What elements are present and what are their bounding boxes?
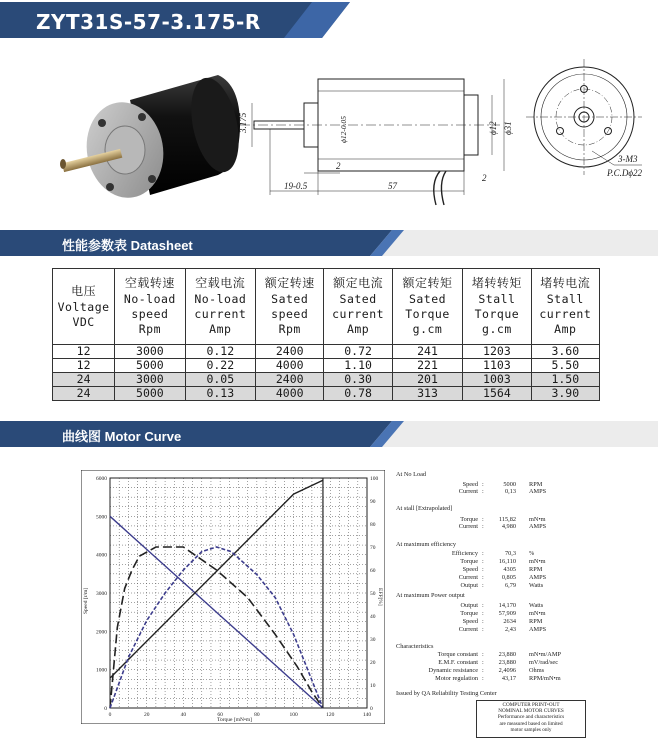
readout-label: Current bbox=[458, 626, 478, 633]
dim-body: ϕ31 bbox=[503, 121, 513, 135]
readout-unit: AMPS bbox=[529, 523, 547, 530]
y-right-tick-label: 70 bbox=[370, 545, 376, 551]
y-left-tick-label: 5000 bbox=[96, 514, 107, 521]
table-cell: 0.13 bbox=[185, 387, 255, 401]
readout-unit: AMPS bbox=[529, 574, 547, 581]
readout-unit: mN•m bbox=[529, 610, 546, 617]
header-rated-current: 额定电流 Sated current Amp bbox=[324, 269, 392, 345]
readout-label: Current bbox=[458, 488, 478, 495]
table-cell: 1564 bbox=[463, 387, 531, 401]
y-right-tick-label: 100 bbox=[370, 476, 379, 482]
cpo-line: are measured based on limited bbox=[499, 720, 563, 727]
header-rated-torque: 额定转矩 Sated Torque g.cm bbox=[392, 269, 462, 345]
table-cell: 3000 bbox=[115, 345, 185, 359]
readout-stall-title: At stall [Extrapolated] bbox=[396, 505, 453, 512]
readout-unit: mN•m bbox=[529, 516, 546, 523]
readout-unit: Watts bbox=[529, 582, 544, 589]
curve-section-title: 曲线图 Motor Curve bbox=[62, 429, 182, 444]
readout-value: 2,4096 bbox=[498, 667, 516, 674]
readout-label: Torque bbox=[460, 516, 478, 523]
readout-value: 16,110 bbox=[498, 558, 516, 565]
table-cell: 3.60 bbox=[531, 345, 599, 359]
y-left-tick-label: 6000 bbox=[96, 476, 107, 482]
table-header-row bbox=[53, 269, 600, 345]
table-row bbox=[53, 345, 600, 359]
readout-label: E.M.F. constant bbox=[438, 659, 478, 666]
table-cell: 0.05 bbox=[185, 373, 255, 387]
motor-drawing bbox=[0, 55, 658, 230]
y-left-tick-label: 0 bbox=[104, 706, 107, 712]
table-cell: 201 bbox=[392, 373, 462, 387]
table-row bbox=[53, 359, 600, 373]
readout-label: Speed bbox=[462, 618, 478, 625]
dim-end-len: 2 bbox=[482, 173, 487, 183]
readout-label: Current bbox=[458, 523, 478, 530]
x-tick-label: 120 bbox=[326, 712, 335, 718]
header-rated-speed: 额定转速 Sated speed Rpm bbox=[256, 269, 324, 345]
cpo-line: NOMINAL MOTOR CURVES bbox=[498, 708, 564, 715]
table-cell: 12 bbox=[53, 345, 115, 359]
table-cell: 2400 bbox=[256, 345, 324, 359]
readout-value: 0,13 bbox=[504, 488, 516, 495]
readout-label: Output bbox=[460, 582, 478, 589]
header-noload-current: 空载电流 No-load current Amp bbox=[185, 269, 255, 345]
readout-unit: AMPS bbox=[529, 626, 547, 633]
y-right-tick-label: 80 bbox=[370, 522, 376, 528]
table-cell: 24 bbox=[53, 373, 115, 387]
readout-unit: RPM bbox=[529, 481, 543, 488]
readout-value: 6,79 bbox=[504, 582, 516, 589]
readout-value: 23,880 bbox=[498, 659, 516, 666]
readout-label: Speed bbox=[462, 481, 478, 488]
readout-label: Motor regulation bbox=[435, 675, 478, 682]
x-tick-label: 80 bbox=[254, 712, 260, 718]
readout-label: Dynamic resistance bbox=[428, 667, 478, 674]
readout-label: Efficiency bbox=[451, 550, 478, 557]
readout-value: 70,3 bbox=[504, 550, 516, 557]
datasheet-section-header bbox=[0, 230, 658, 256]
table-cell: 0.12 bbox=[185, 345, 255, 359]
header-stall-torque: 堵转转矩 Stall Torque g.cm bbox=[463, 269, 531, 345]
readout-value: 115,82 bbox=[498, 516, 516, 523]
end-view-hole-label: 3-M3 bbox=[618, 154, 638, 164]
readout-value: 57,909 bbox=[498, 610, 516, 617]
readout-unit: Watts bbox=[529, 602, 544, 609]
dim-overall: 19-0.5 bbox=[284, 181, 308, 191]
readout-label: Torque bbox=[460, 558, 478, 565]
readout-label: Torque constant bbox=[437, 651, 478, 658]
motor-curve-svg bbox=[81, 470, 385, 724]
table-cell: 1.50 bbox=[531, 373, 599, 387]
table-cell: 5.50 bbox=[531, 359, 599, 373]
y-left-tick-label: 4000 bbox=[96, 552, 107, 559]
readout-value: 4,980 bbox=[501, 523, 516, 530]
readout-value: 2634 bbox=[503, 618, 516, 625]
table-cell: 5000 bbox=[115, 359, 185, 373]
model-title: ZYT31S-57-3.175-R bbox=[36, 10, 261, 34]
table-cell: 0.30 bbox=[324, 373, 392, 387]
chart-ylabel-right: EFF[%] bbox=[377, 588, 383, 606]
cpo-line: COMPUTER PRINT•OUT bbox=[502, 702, 560, 708]
y-right-tick-label: 60 bbox=[370, 568, 376, 574]
readout-value: 23,880 bbox=[498, 651, 516, 658]
y-right-tick-label: 10 bbox=[370, 683, 376, 689]
readout-unit: % bbox=[529, 550, 535, 557]
readout-noload-title: At No Load bbox=[396, 471, 427, 478]
readout-value: 14,170 bbox=[498, 602, 516, 609]
table-cell: 1.10 bbox=[324, 359, 392, 373]
readout-unit: RPM bbox=[529, 618, 543, 625]
table-cell: 241 bbox=[392, 345, 462, 359]
table-cell: 0.78 bbox=[324, 387, 392, 401]
cpo-line: motor samples only bbox=[510, 726, 552, 733]
x-tick-label: 40 bbox=[180, 712, 187, 718]
y-left-tick-label: 1000 bbox=[96, 667, 107, 674]
x-tick-label: 140 bbox=[362, 712, 372, 718]
readout-label: Speed bbox=[462, 566, 478, 573]
dim-shaft-boss: 3.175 bbox=[238, 112, 248, 133]
title-banner bbox=[0, 2, 350, 38]
dim-body-length: 57 bbox=[388, 181, 397, 191]
datasheet-table bbox=[52, 268, 600, 401]
x-tick-label: 20 bbox=[143, 712, 150, 718]
y-right-tick-label: 40 bbox=[370, 614, 376, 620]
header-noload-speed: 空载转速 No-load speed Rpm bbox=[115, 269, 185, 345]
readout-unit: mV/rad/sec bbox=[529, 659, 559, 666]
readout-label: Torque bbox=[460, 610, 478, 617]
table-cell: 1103 bbox=[463, 359, 531, 373]
readout-maxpower-title: At maximum Power output bbox=[396, 592, 465, 599]
chart-ylabel-left: Speed [r/m] bbox=[83, 587, 89, 614]
table-cell: 4000 bbox=[256, 387, 324, 401]
side-view-drawing bbox=[240, 79, 504, 205]
dim-flange-len: 2 bbox=[336, 161, 341, 171]
table-cell: 1203 bbox=[463, 345, 531, 359]
dim-flange: ϕ12-0.05 bbox=[339, 115, 348, 143]
datasheet-section-title: 性能参数表 Datasheet bbox=[62, 238, 193, 253]
y-left-tick-label: 3000 bbox=[96, 591, 107, 597]
y-right-tick-label: 0 bbox=[370, 706, 373, 712]
readout-unit: AMPS bbox=[529, 488, 547, 495]
readout-unit: mN•m/AMP bbox=[529, 651, 561, 658]
x-tick-label: 0 bbox=[108, 712, 112, 718]
table-cell: 4000 bbox=[256, 359, 324, 373]
table-cell: 0.72 bbox=[324, 345, 392, 359]
readout-value: 43,17 bbox=[501, 675, 516, 682]
motor-curve-chart bbox=[81, 470, 385, 724]
y-right-tick-label: 90 bbox=[370, 499, 376, 505]
readout-unit: Ohms bbox=[529, 667, 545, 674]
y-right-tick-label: 20 bbox=[370, 660, 376, 666]
table-cell: 0.22 bbox=[185, 359, 255, 373]
readout-maxeff-title: At maximum efficiency bbox=[396, 541, 457, 548]
readout-value: 0,805 bbox=[501, 574, 516, 581]
table-row bbox=[53, 387, 600, 401]
table-cell: 3.90 bbox=[531, 387, 599, 401]
readout-label: Output bbox=[460, 602, 478, 609]
readout-value: 4305 bbox=[503, 566, 516, 573]
readout-unit: mN•m bbox=[529, 558, 546, 565]
computer-printout-box bbox=[476, 700, 586, 738]
readout-label: Current bbox=[458, 574, 478, 581]
x-tick-label: 60 bbox=[217, 712, 223, 718]
table-cell: 12 bbox=[53, 359, 115, 373]
y-left-tick-label: 2000 bbox=[96, 629, 107, 636]
chart-xlabel: Torque [mN•m] bbox=[217, 717, 252, 723]
table-cell: 313 bbox=[392, 387, 462, 401]
x-tick-label: 100 bbox=[289, 712, 298, 718]
y-right-tick-label: 30 bbox=[370, 637, 376, 643]
readout-unit: RPM bbox=[529, 566, 543, 573]
table-row bbox=[53, 373, 600, 387]
y-right-tick-label: 50 bbox=[370, 591, 376, 597]
table-cell: 24 bbox=[53, 387, 115, 401]
table-cell: 2400 bbox=[256, 373, 324, 387]
table-cell: 1003 bbox=[463, 373, 531, 387]
curve-section-header bbox=[0, 421, 658, 447]
readout-characteristics-title: Characteristics bbox=[396, 643, 434, 650]
table-cell: 3000 bbox=[115, 373, 185, 387]
end-view-pcd-label: P.C.Dϕ22 bbox=[607, 168, 642, 178]
readout-unit: RPM/mN•m bbox=[529, 675, 561, 682]
header-voltage: 电压 Voltage VDC bbox=[53, 269, 115, 345]
table-cell: 5000 bbox=[115, 387, 185, 401]
readout-value: 5000 bbox=[503, 481, 516, 488]
motor-photo bbox=[60, 73, 246, 203]
cpo-line: Performance and characteristics bbox=[497, 714, 565, 721]
readout-value: 2,43 bbox=[504, 626, 516, 633]
dimension-drawing-area bbox=[0, 55, 658, 230]
header-stall-current: 堵转电流 Stall current Amp bbox=[531, 269, 599, 345]
table-cell: 221 bbox=[392, 359, 462, 373]
dim-flange-b: ϕ12 bbox=[488, 121, 498, 135]
readout-issued-by: Issued by QA Reliability Testing Center bbox=[396, 690, 497, 697]
